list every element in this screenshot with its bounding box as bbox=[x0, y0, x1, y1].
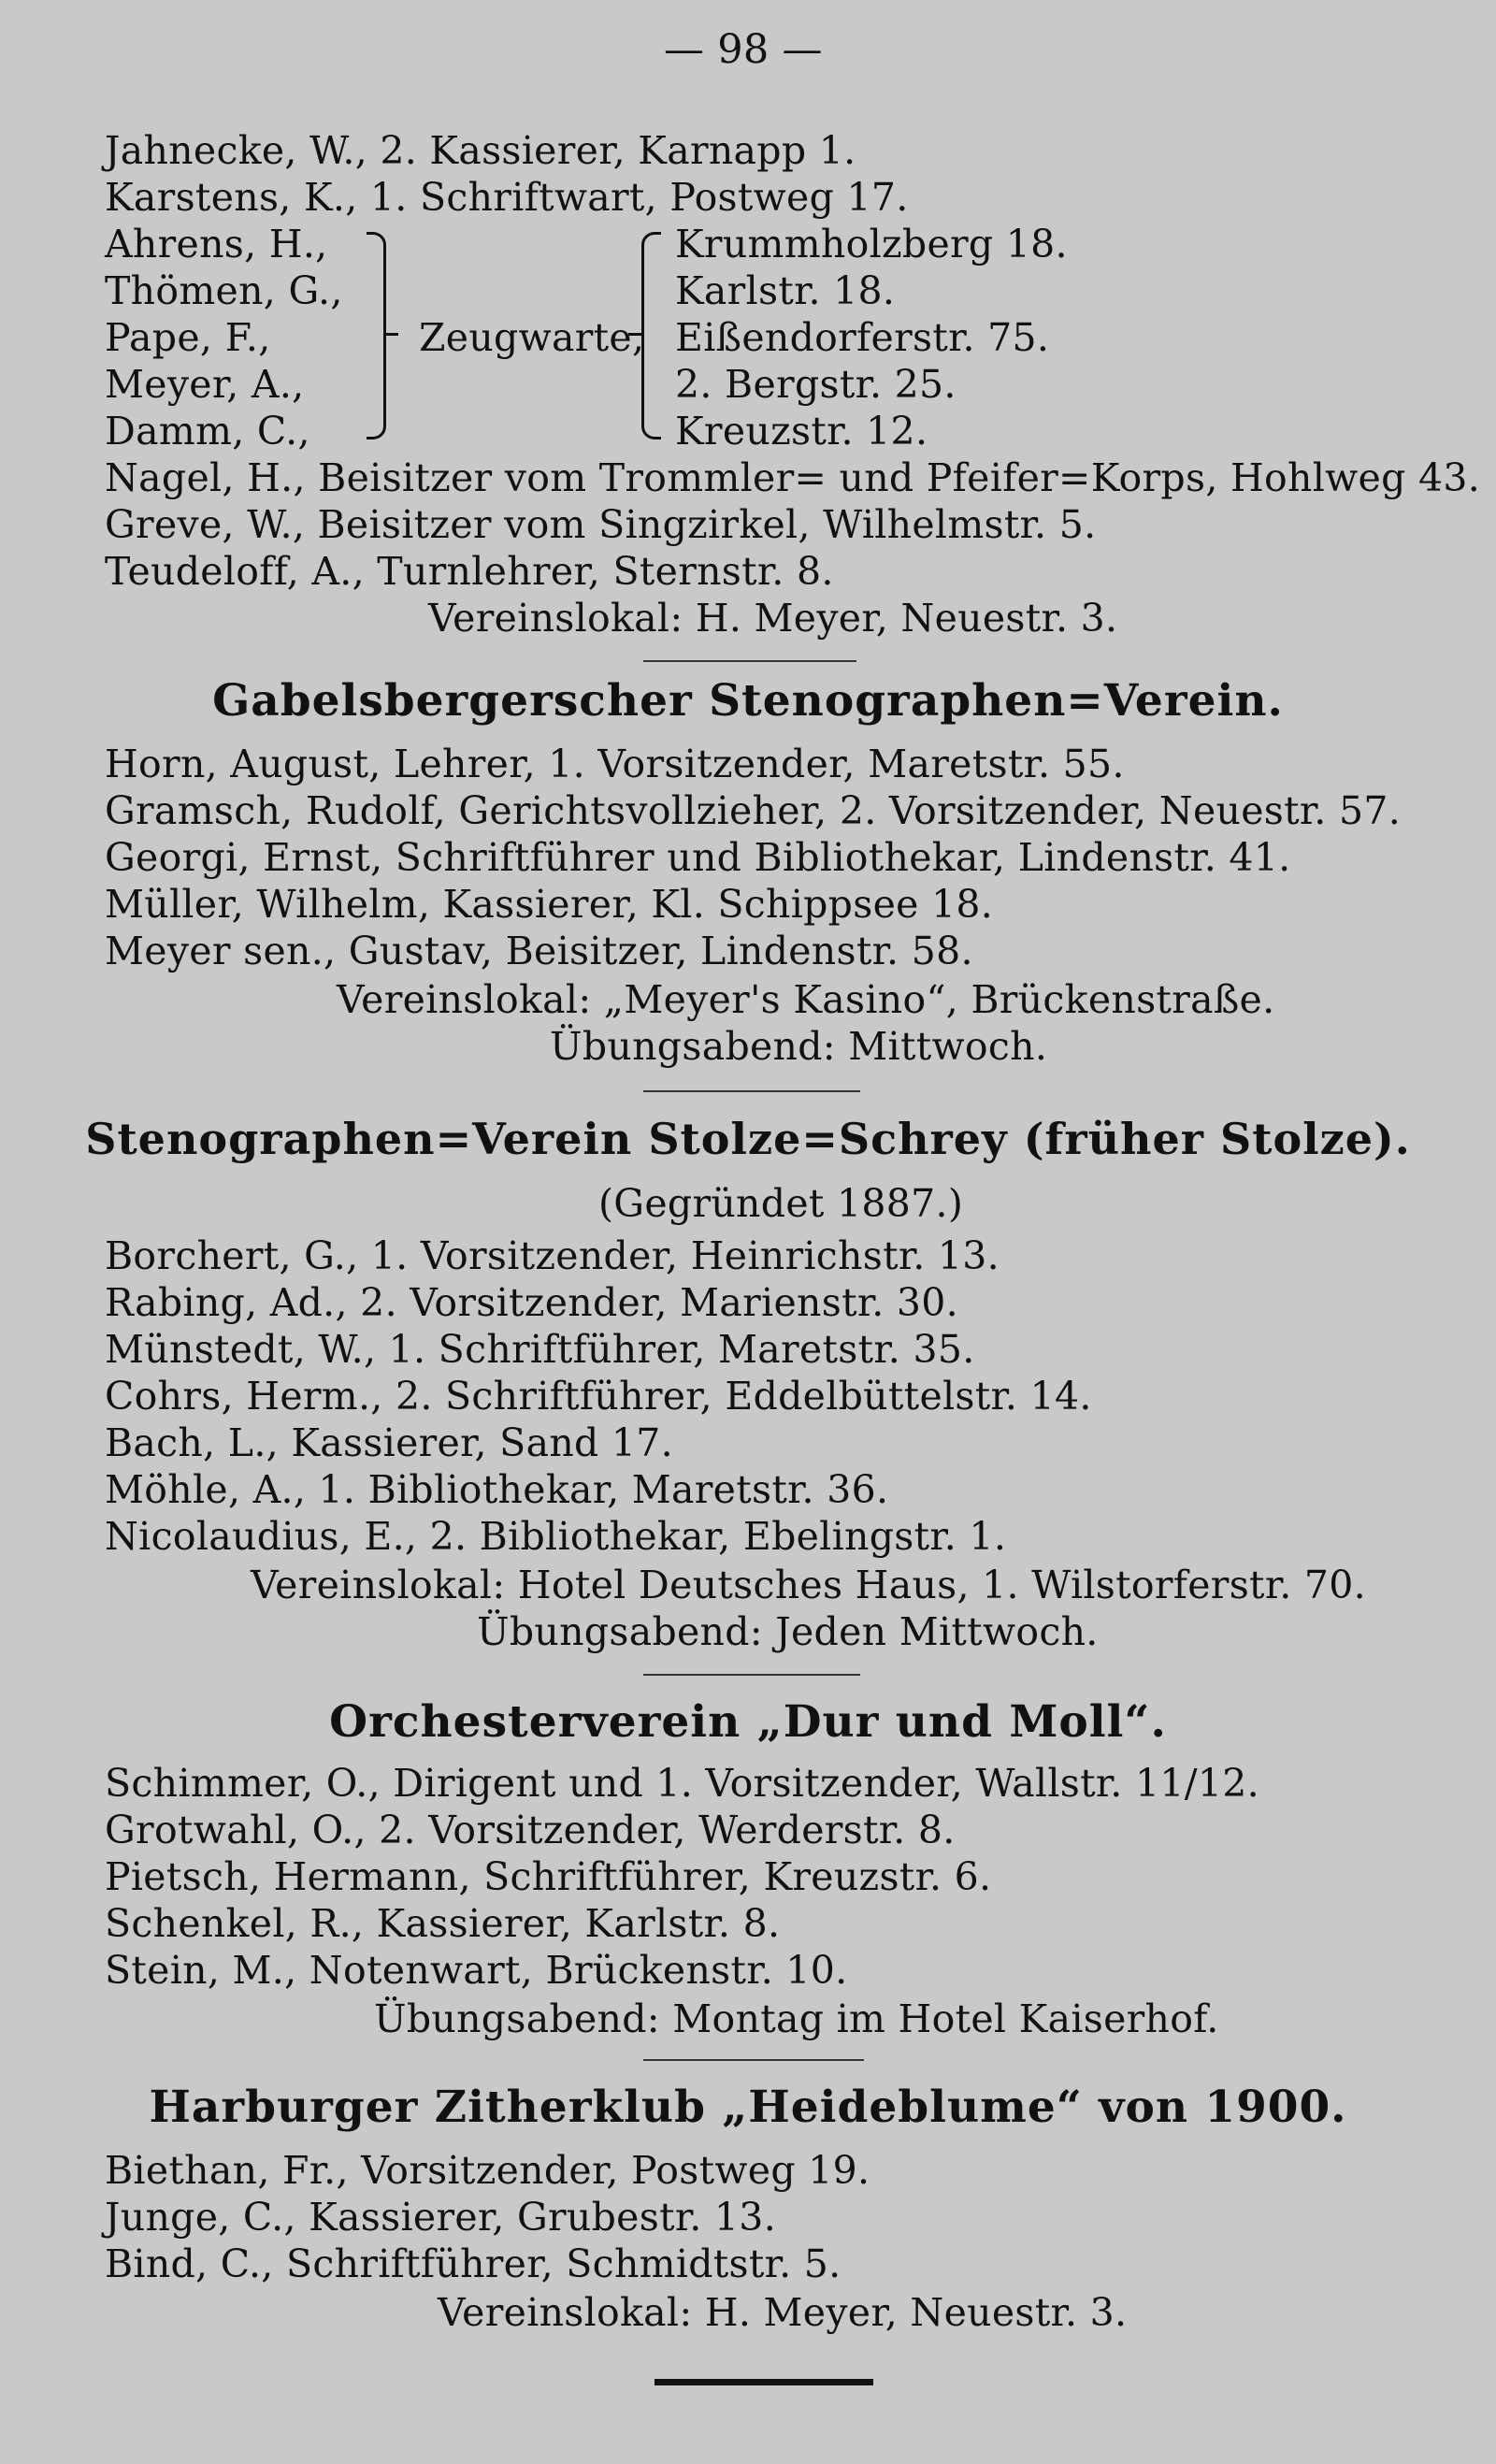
vereinslokal: Vereinslokal: H. Meyer, Neuestr. 3. bbox=[438, 2290, 1128, 2335]
section-title: Harburger Zitherklub „Heideblume“ von 1900. bbox=[149, 2082, 1347, 2133]
entry-line: Teudeloff, A., Turnlehrer, Sternstr. 8. bbox=[105, 549, 834, 594]
entry-line: Pietsch, Hermann, Schriftführer, Kreuzstr. 6. bbox=[105, 1854, 992, 1899]
section-title: Stenographen=Verein Stolze=Schrey (früher Stolze). bbox=[85, 1114, 1411, 1164]
entry-line: Karstens, K., 1. Schriftwart, Postweg 17. bbox=[105, 175, 909, 220]
right-brace bbox=[641, 232, 661, 439]
vereinslokal: Vereinslokal: „Meyer's Kasino“, Brückenstraße. bbox=[337, 977, 1275, 1022]
entry-line: Horn, August, Lehrer, 1. Vorsitzender, Maretstr. 55. bbox=[105, 742, 1125, 786]
entry-line: Rabing, Ad., 2. Vorsitzender, Marienstr. 30. bbox=[105, 1280, 959, 1325]
entry-line: Greve, W., Beisitzer vom Singzirkel, Wilhelmstr. 5. bbox=[105, 502, 1097, 547]
divider bbox=[643, 1090, 860, 1092]
right-brace-tip bbox=[628, 333, 641, 336]
founded-note: (Gegründet 1887.) bbox=[598, 1181, 964, 1226]
zeugwart-address: Krummholzberg 18. bbox=[675, 222, 1068, 267]
entry-line: Schimmer, O., Dirigent und 1. Vorsitzender, Wallstr. 11/12. bbox=[105, 1761, 1259, 1806]
zeugwart-address: Karlstr. 18. bbox=[675, 268, 896, 313]
left-brace bbox=[367, 232, 386, 439]
divider bbox=[643, 1674, 860, 1676]
section-title: Orchesterverein „Dur und Moll“. bbox=[329, 1696, 1167, 1748]
zeugwart-name: Meyer, A., bbox=[105, 362, 305, 407]
uebungsabend: Übungsabend: Montag im Hotel Kaiserhof. bbox=[374, 1996, 1219, 2041]
entry-line: Biethan, Fr., Vorsitzender, Postweg 19. bbox=[105, 2148, 870, 2193]
page-number: — 98 — bbox=[664, 26, 823, 73]
zeugwart-address: 2. Bergstr. 25. bbox=[675, 362, 957, 407]
entry-line: Bind, C., Schriftführer, Schmidtstr. 5. bbox=[105, 2241, 842, 2286]
entry-line: Nicolaudius, E., 2. Bibliothekar, Ebelingstr. 1. bbox=[105, 1514, 1007, 1559]
entry-line: Jahnecke, W., 2. Kassierer, Karnapp 1. bbox=[105, 128, 856, 173]
left-brace-tip bbox=[385, 333, 398, 336]
vereinslokal: Vereinslokal: Hotel Deutsches Haus, 1. Wilstorferstr. 70. bbox=[251, 1563, 1366, 1607]
entry-line: Nagel, H., Beisitzer vom Trommler= und Pfeifer=Korps, Hohlweg 43. bbox=[105, 455, 1481, 500]
zeugwarte-role: Zeugwarte, bbox=[419, 315, 645, 360]
entry-line: Grotwahl, O., 2. Vorsitzender, Werderstr. 8. bbox=[105, 1808, 956, 1852]
divider bbox=[643, 660, 856, 662]
divider bbox=[643, 2059, 864, 2061]
zeugwart-name: Thömen, G., bbox=[105, 268, 343, 313]
vereinslokal: Vereinslokal: H. Meyer, Neuestr. 3. bbox=[428, 596, 1118, 641]
entry-line: Müller, Wilhelm, Kassierer, Kl. Schippsee 18. bbox=[105, 882, 994, 927]
entry-line: Junge, C., Kassierer, Grubestr. 13. bbox=[105, 2195, 777, 2240]
uebungsabend: Übungsabend: Jeden Mittwoch. bbox=[477, 1609, 1099, 1654]
zeugwart-address: Kreuzstr. 12. bbox=[675, 409, 928, 454]
entry-line: Meyer sen., Gustav, Beisitzer, Lindenstr. 58. bbox=[105, 929, 973, 973]
section-title: Gabelsbergerscher Stenographen=Verein. bbox=[212, 675, 1284, 727]
entry-line: Gramsch, Rudolf, Gerichtsvollzieher, 2. Vorsitzender, Neuestr. 57. bbox=[105, 788, 1402, 833]
entry-line: Bach, L., Kassierer, Sand 17. bbox=[105, 1420, 674, 1465]
zeugwart-name: Ahrens, H., bbox=[105, 222, 328, 267]
entry-line: Cohrs, Herm., 2. Schriftführer, Eddelbüttelstr. 14. bbox=[105, 1374, 1092, 1419]
entry-line: Münstedt, W., 1. Schriftführer, Maretstr. 35. bbox=[105, 1327, 975, 1372]
zeugwart-address: Eißendorferstr. 75. bbox=[675, 315, 1050, 360]
end-rule bbox=[654, 2379, 873, 2385]
entry-line: Borchert, G., 1. Vorsitzender, Heinrichstr. 13. bbox=[105, 1233, 1000, 1278]
entry-line: Stein, M., Notenwart, Brückenstr. 10. bbox=[105, 1948, 848, 1993]
entry-line: Schenkel, R., Kassierer, Karlstr. 8. bbox=[105, 1901, 781, 1946]
zeugwart-name: Damm, C., bbox=[105, 409, 310, 454]
uebungsabend: Übungsabend: Mittwoch. bbox=[550, 1024, 1048, 1069]
zeugwart-name: Pape, F., bbox=[105, 315, 271, 360]
entry-line: Georgi, Ernst, Schriftführer und Bibliothekar, Lindenstr. 41. bbox=[105, 835, 1291, 880]
entry-line: Möhle, A., 1. Bibliothekar, Maretstr. 36. bbox=[105, 1467, 889, 1512]
